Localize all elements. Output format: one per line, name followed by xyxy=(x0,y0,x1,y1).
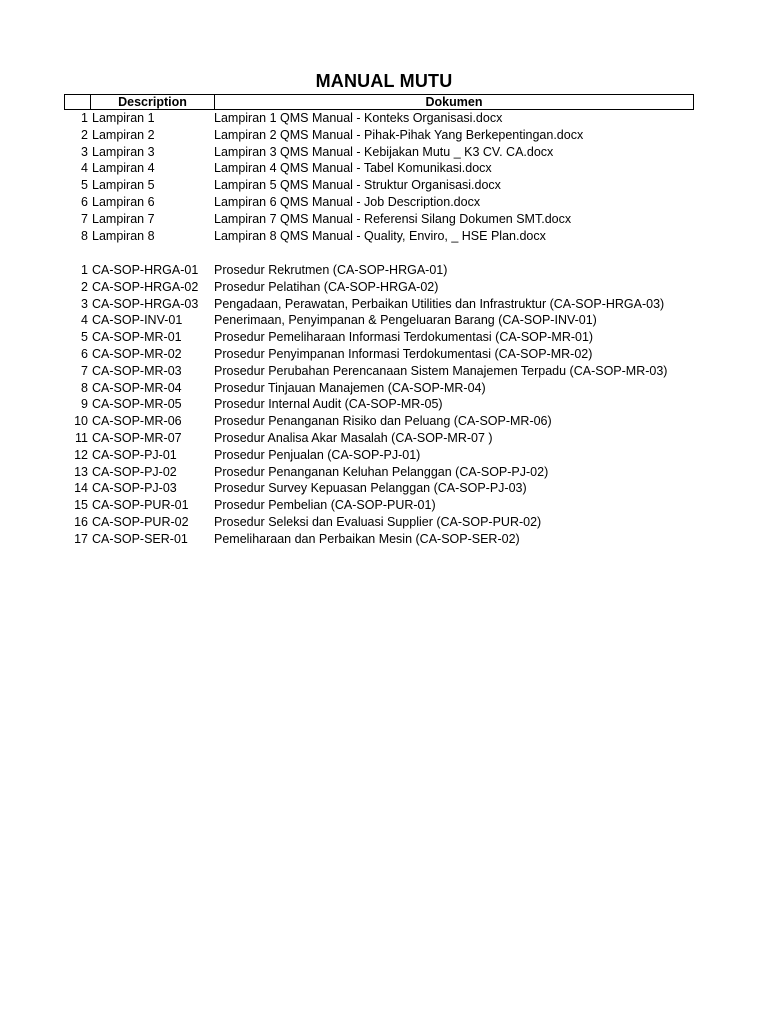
row-number: 17 xyxy=(74,531,88,546)
row-document-link[interactable]: Prosedur Tinjauan Manajemen (CA-SOP-MR-04) xyxy=(214,380,486,395)
row-number: 13 xyxy=(74,464,88,479)
page-title: MANUAL MUTU xyxy=(315,71,453,91)
row-number: 5 xyxy=(81,330,88,345)
row-number: 10 xyxy=(74,414,88,429)
row-description: CA-SOP-PJ-03 xyxy=(92,481,177,496)
row-description: CA-SOP-PJ-02 xyxy=(92,464,177,479)
table-row xyxy=(0,329,768,346)
row-description: CA-SOP-HRGA-02 xyxy=(92,279,199,294)
row-document-link[interactable]: Prosedur Seleksi dan Evaluasi Supplier (CA-SOP-PUR-02) xyxy=(214,515,542,529)
row-description: CA-SOP-SER-01 xyxy=(92,531,188,546)
table-header xyxy=(64,94,694,110)
table-row xyxy=(0,160,768,177)
row-number: 7 xyxy=(81,211,88,226)
row-document-link[interactable]: Lampiran 2 QMS Manual - Pihak-Pihak Yang Berkepentingan.docx xyxy=(214,127,584,142)
row-document-link[interactable]: Lampiran 1 QMS Manual - Konteks Organisasi.docx xyxy=(214,111,503,125)
row-number: 16 xyxy=(74,515,88,529)
row-description: Lampiran 1 xyxy=(92,111,155,125)
row-number: 1 xyxy=(81,263,88,277)
row-document-link[interactable]: Prosedur Penanganan Keluhan Pelanggan (CA-SOP-PJ-02) xyxy=(214,464,549,479)
table-row xyxy=(0,497,768,514)
row-document-link[interactable]: Prosedur Pemeliharaan Informasi Terdokumentasi (CA-SOP-MR-01) xyxy=(214,330,594,345)
row-number: 6 xyxy=(81,347,88,361)
row-number: 4 xyxy=(81,161,88,176)
row-number: 3 xyxy=(81,296,88,311)
row-number: 12 xyxy=(74,447,88,462)
table-row xyxy=(0,396,768,413)
row-description: Lampiran 3 xyxy=(92,144,155,159)
header-number-cell xyxy=(65,95,91,109)
row-description: CA-SOP-MR-02 xyxy=(92,347,182,361)
row-document-link[interactable]: Prosedur Survey Kepuasan Pelanggan (CA-SOP-PJ-03) xyxy=(214,481,527,496)
row-description: Lampiran 2 xyxy=(92,127,155,142)
table-row xyxy=(0,464,768,481)
row-description: CA-SOP-HRGA-03 xyxy=(92,296,199,311)
row-description: CA-SOP-MR-05 xyxy=(92,397,182,412)
header-description: Description xyxy=(91,95,215,109)
row-description: CA-SOP-INV-01 xyxy=(92,313,183,328)
header-document: Dokumen xyxy=(425,95,483,109)
row-document-link[interactable]: Penerimaan, Penyimpanan & Pengeluaran Barang (CA-SOP-INV-01) xyxy=(214,313,597,328)
table-row xyxy=(0,514,768,531)
row-description: CA-SOP-PUR-02 xyxy=(92,515,189,529)
row-number: 14 xyxy=(74,481,88,496)
row-description: CA-SOP-MR-06 xyxy=(92,414,182,429)
table-row xyxy=(0,380,768,397)
row-description: CA-SOP-MR-04 xyxy=(92,380,182,395)
table-row xyxy=(0,480,768,497)
row-document-link[interactable]: Prosedur Analisa Akar Masalah (CA-SOP-MR-07 ) xyxy=(214,431,493,445)
table-row xyxy=(0,110,768,127)
row-document-link[interactable]: Lampiran 7 QMS Manual - Referensi Silang Dokumen SMT.docx xyxy=(214,211,572,226)
row-number: 6 xyxy=(81,195,88,209)
table-row xyxy=(0,279,768,296)
table-row xyxy=(0,228,768,245)
row-document-link[interactable]: Prosedur Internal Audit (CA-SOP-MR-05) xyxy=(214,397,443,412)
table-row xyxy=(0,346,768,363)
row-description: CA-SOP-MR-03 xyxy=(92,363,182,378)
table-row xyxy=(0,413,768,430)
row-description: CA-SOP-MR-07 xyxy=(92,431,182,445)
row-document-link[interactable]: Pemeliharaan dan Perbaikan Mesin (CA-SOP-SER-02) xyxy=(214,531,520,546)
row-document-link[interactable]: Prosedur Penjualan (CA-SOP-PJ-01) xyxy=(214,447,421,462)
row-document-link[interactable]: Prosedur Perubahan Perencanaan Sistem Manajemen Terpadu (CA-SOP-MR-03) xyxy=(214,363,668,378)
row-number: 1 xyxy=(81,111,88,125)
row-description: CA-SOP-PUR-01 xyxy=(92,498,189,513)
row-number: 8 xyxy=(81,380,88,395)
table-row xyxy=(0,127,768,144)
row-document-link[interactable]: Prosedur Penyimpanan Informasi Terdokumentasi (CA-SOP-MR-02) xyxy=(214,347,593,361)
table-row xyxy=(0,447,768,464)
row-description: CA-SOP-HRGA-01 xyxy=(92,263,199,277)
row-number: 4 xyxy=(81,313,88,328)
row-description: Lampiran 4 xyxy=(92,161,155,176)
row-number: 11 xyxy=(75,431,88,445)
row-number: 2 xyxy=(81,127,88,142)
row-number: 2 xyxy=(81,279,88,294)
table-row xyxy=(0,194,768,211)
row-document-link[interactable]: Prosedur Rekrutmen (CA-SOP-HRGA-01) xyxy=(214,263,448,277)
row-number: 8 xyxy=(81,228,88,243)
row-document-link[interactable]: Lampiran 6 QMS Manual - Job Description.docx xyxy=(214,195,481,209)
table-row xyxy=(0,312,768,329)
row-number: 5 xyxy=(81,178,88,193)
row-document-link[interactable]: Lampiran 4 QMS Manual - Tabel Komunikasi.docx xyxy=(214,161,492,176)
row-document-link[interactable]: Prosedur Pelatihan (CA-SOP-HRGA-02) xyxy=(214,279,439,294)
table-row xyxy=(0,262,768,279)
row-description: Lampiran 6 xyxy=(92,195,155,209)
row-document-link[interactable]: Lampiran 5 QMS Manual - Struktur Organisasi.docx xyxy=(214,178,501,193)
table-row xyxy=(0,531,768,548)
row-document-link[interactable]: Lampiran 8 QMS Manual - Quality, Enviro, _ HSE Plan.docx xyxy=(214,228,546,243)
row-document-link[interactable]: Prosedur Pembelian (CA-SOP-PUR-01) xyxy=(214,498,436,513)
row-number: 15 xyxy=(74,498,88,513)
table-row xyxy=(0,430,768,447)
row-number: 7 xyxy=(81,363,88,378)
table-row xyxy=(0,144,768,161)
row-description: Lampiran 7 xyxy=(92,211,155,226)
row-document-link[interactable]: Lampiran 3 QMS Manual - Kebijakan Mutu _ K3 CV. CA.docx xyxy=(214,144,554,159)
row-description: Lampiran 5 xyxy=(92,178,155,193)
row-number: 9 xyxy=(81,397,88,412)
row-number: 3 xyxy=(81,144,88,159)
row-description: CA-SOP-PJ-01 xyxy=(92,447,177,462)
table-row xyxy=(0,363,768,380)
table-row xyxy=(0,211,768,228)
row-document-link[interactable]: Pengadaan, Perawatan, Perbaikan Utilities dan Infrastruktur (CA-SOP-HRGA-03) xyxy=(214,296,665,311)
row-document-link[interactable]: Prosedur Penanganan Risiko dan Peluang (CA-SOP-MR-06) xyxy=(214,414,552,429)
table-row xyxy=(0,177,768,194)
table-row xyxy=(0,296,768,313)
row-description: CA-SOP-MR-01 xyxy=(92,330,182,345)
row-description: Lampiran 8 xyxy=(92,228,155,243)
